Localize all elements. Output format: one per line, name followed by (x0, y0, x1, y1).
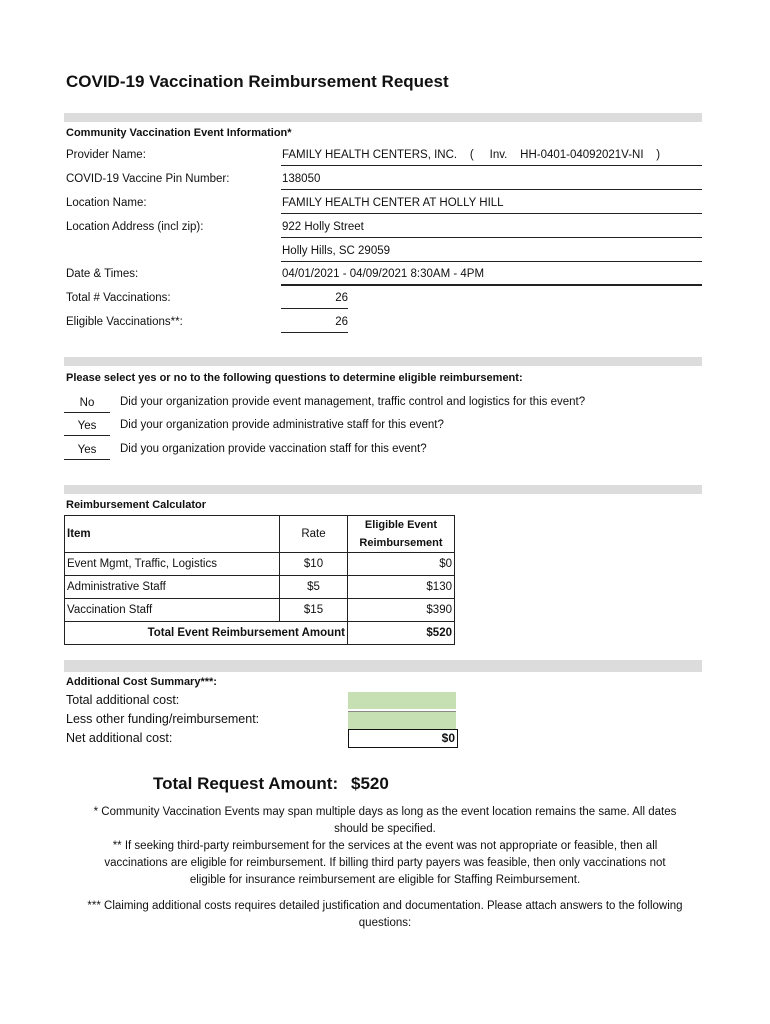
dates-field[interactable]: 04/01/2021 - 04/09/2021 8:30AM - 4PM (281, 264, 702, 286)
location-label: Location Name: (66, 197, 147, 209)
question-admin-staff: Did your organization provide administrative staff for this event? (120, 419, 444, 431)
col-eligible-header-line1: Eligible Event (364, 519, 438, 531)
other-funding-input[interactable] (348, 711, 456, 729)
total-request-value: $520 (351, 774, 389, 793)
total-reimbursement-label: Total Event Reimbursement Amount (65, 622, 348, 645)
page-title: COVID-19 Vaccination Reimbursement Request (66, 72, 449, 91)
table-total-row (65, 622, 455, 645)
address-label: Location Address (incl zip): (66, 221, 204, 233)
table-row (65, 553, 455, 576)
address-line1-field[interactable]: 922 Holly Street (281, 217, 702, 238)
footnote-1 (40, 804, 730, 838)
pin-label: COVID-19 Vaccine Pin Number: (66, 173, 230, 185)
row-item: Vaccination Staff (65, 599, 280, 622)
footnote-1-line1: * Community Vaccination Events may span multiple days as long as the event location remains the same. All dates (93, 806, 677, 818)
row-amount: $130 (348, 576, 455, 599)
footnote-3 (40, 898, 730, 932)
questions-heading: Please select yes or no to the following questions to determine eligible reimbursement: (66, 372, 523, 384)
col-eligible-header (348, 516, 455, 553)
section-divider (64, 357, 702, 366)
footnote-2-line2: vaccinations are eligible for reimbursement. If billing third party payers was feasible, then only vaccinations not (104, 857, 666, 869)
section-divider (64, 660, 702, 672)
total-reimbursement-value: $520 (348, 622, 455, 645)
row-item: Administrative Staff (65, 576, 280, 599)
footnote-2-line1: ** If seeking third-party reimbursement for the services at the event was not appropriate or feasible, then all (112, 840, 658, 852)
net-cost-value: $0 (348, 729, 458, 748)
question-event-mgmt: Did your organization provide event management, traffic control and logistics for this event? (120, 396, 586, 408)
other-funding-label: Less other funding/reimbursement: (66, 712, 260, 726)
additional-heading: Additional Cost Summary***: (66, 676, 217, 688)
footnote-2-line3: eligible for insurance reimbursement are eligible for Staffing Reimbursement. (189, 874, 581, 886)
row-item: Event Mgmt, Traffic, Logistics (65, 553, 280, 576)
row-amount: $0 (348, 553, 455, 576)
section-divider (64, 485, 702, 494)
col-rate-header: Rate (280, 516, 348, 553)
additional-total-label: Total additional cost: (66, 693, 180, 707)
provider-field[interactable]: FAMILY HEALTH CENTERS, INC. ( Inv. HH-0401-04092021V-NI ) (281, 145, 702, 166)
col-item-header: Item (65, 516, 280, 553)
question-vaccination-staff: Did you organization provide vaccination staff for this event? (120, 443, 427, 455)
row-rate: $10 (280, 553, 348, 576)
eligible-vaccinations-label: Eligible Vaccinations**: (66, 316, 183, 328)
answer-select-vaccination-staff[interactable]: Yes (64, 441, 110, 460)
table-header-row (65, 516, 455, 553)
answer-select-admin-staff[interactable]: Yes (64, 417, 110, 436)
footnote-2 (40, 838, 730, 889)
eligible-vaccinations-field[interactable]: 26 (281, 312, 348, 333)
location-field[interactable]: FAMILY HEALTH CENTER AT HOLLY HILL (281, 193, 702, 214)
address-line2-field[interactable]: Holly Hills, SC 29059 (281, 241, 702, 262)
footnote-1-line2: should be specified. (334, 823, 436, 835)
col-eligible-header-line2: Reimbursement (359, 537, 443, 549)
reimbursement-table (64, 515, 455, 645)
row-amount: $390 (348, 599, 455, 622)
net-cost-label: Net additional cost: (66, 731, 173, 745)
pin-field[interactable]: 138050 (281, 169, 702, 190)
provider-label: Provider Name: (66, 149, 146, 161)
event-info-heading: Community Vaccination Event Information* (66, 127, 292, 139)
section-divider (64, 113, 702, 122)
table-row (65, 576, 455, 599)
calculator-heading: Reimbursement Calculator (66, 499, 206, 511)
additional-total-input[interactable] (348, 692, 456, 709)
answer-select-event-mgmt[interactable]: No (64, 394, 110, 413)
row-rate: $15 (280, 599, 348, 622)
total-vaccinations-field[interactable]: 26 (281, 288, 348, 309)
table-row (65, 599, 455, 622)
total-request-label: Total Request Amount: (153, 774, 339, 793)
footnote-3-line2: questions: (358, 917, 412, 929)
row-rate: $5 (280, 576, 348, 599)
dates-label: Date & Times: (66, 268, 139, 280)
total-vaccinations-label: Total # Vaccinations: (66, 292, 171, 304)
footnote-3-line1: *** Claiming additional costs requires detailed justification and documentation. Please attach answers to the following (87, 900, 683, 912)
